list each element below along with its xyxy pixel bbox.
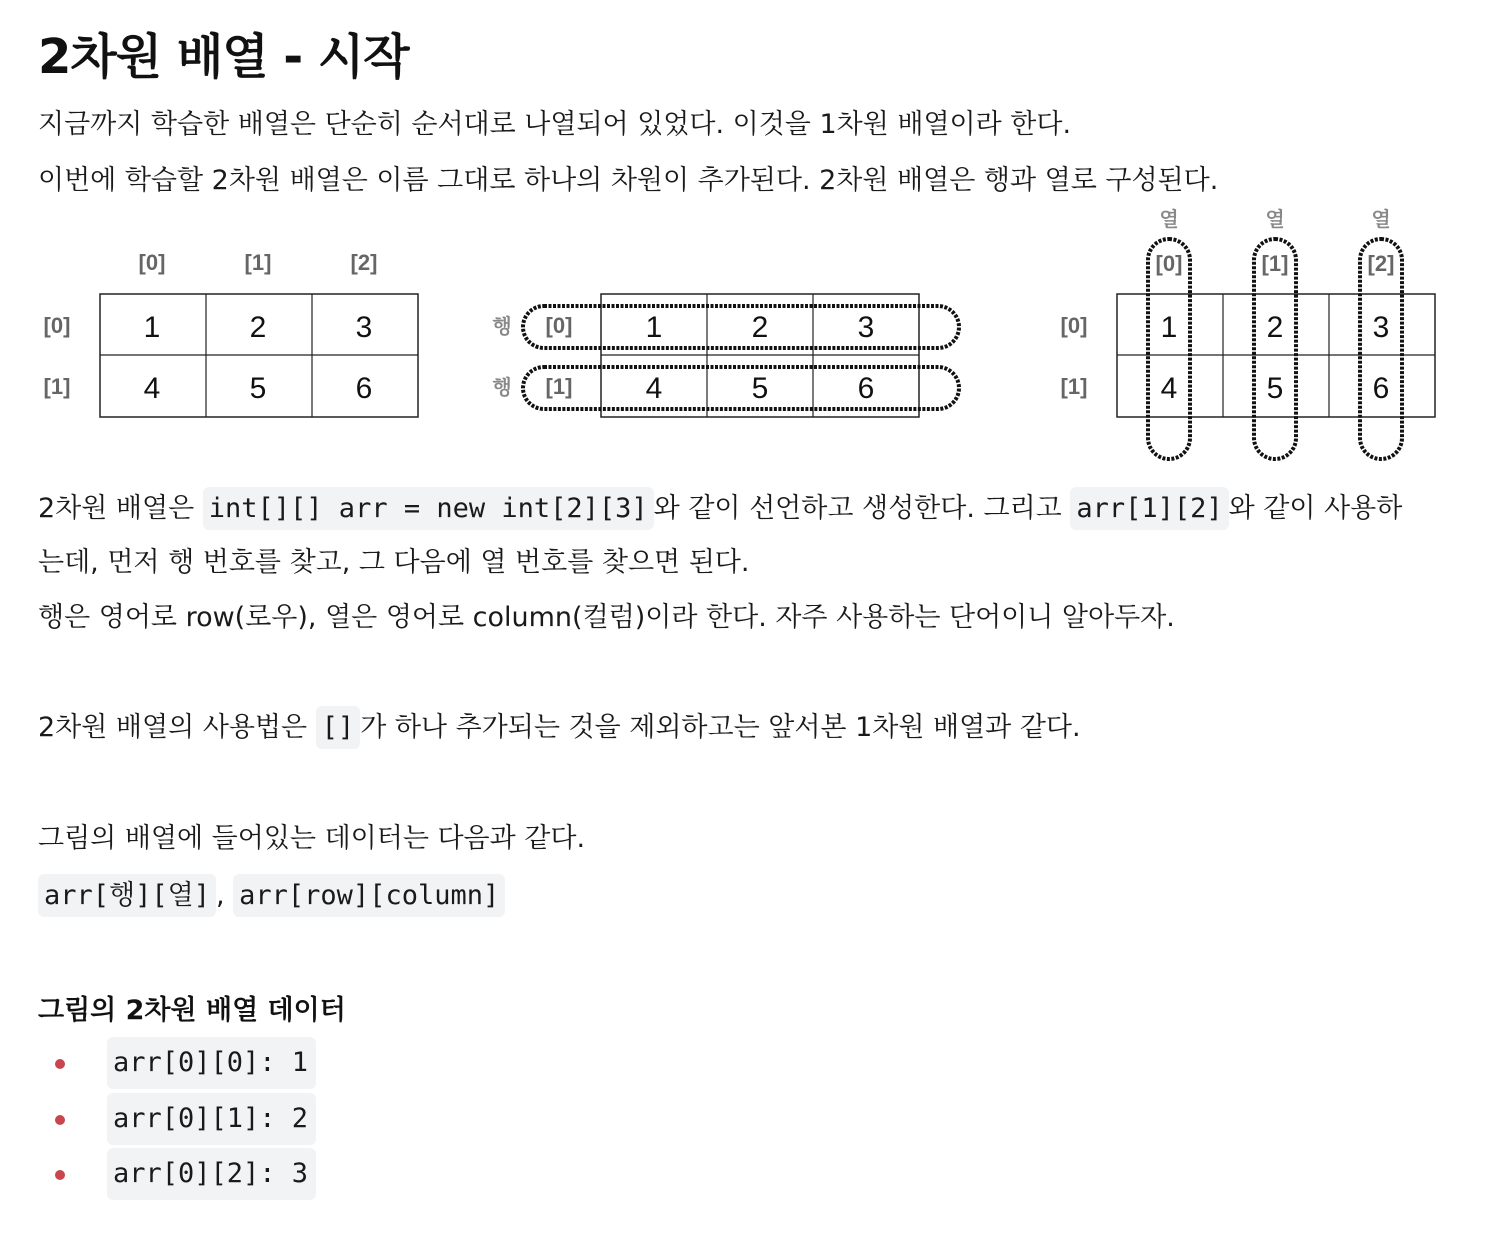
declaration-code: int[][] arr = new int[2][3] [203, 487, 654, 530]
cell-1-2: 6 [355, 372, 373, 405]
figure-plain-table [44, 250, 418, 417]
cell-1-0: 4 [143, 372, 161, 405]
row-0-highlight [523, 306, 959, 348]
cell-0-2: 3 [355, 311, 373, 344]
intro-line-1: 지금까지 학습한 배열은 단순히 순서대로 나열되어 있었다. 이것을 1차원 배열이라 한다. [38, 109, 1072, 140]
col-word-1: 열 [1265, 209, 1285, 231]
col-index-2: [2] [350, 250, 378, 275]
col-word-2: 열 [1371, 209, 1391, 231]
declaration-text-2: 와 같이 선언하고 생성한다. 그리고 [653, 493, 1071, 524]
declaration-text-1: 2차원 배열은 [38, 493, 203, 524]
cell-0-1: 2 [249, 311, 267, 344]
col-index-1: [1] [244, 250, 272, 275]
row-index-0: [0] [545, 313, 573, 338]
cell-1-1: 5 [1266, 372, 1284, 405]
row-index-0: [0] [43, 313, 71, 338]
figure-column-table [1061, 207, 1435, 459]
row-index-1: [1] [545, 374, 573, 399]
col-word-0: 열 [1159, 209, 1179, 231]
cell-1-0: 4 [645, 372, 663, 405]
usage-paragraph [38, 709, 1081, 747]
two-dimensional-array-figure [0, 195, 1488, 470]
cell-0-2: 3 [1372, 311, 1390, 344]
cell-0-0: 1 [1160, 311, 1178, 344]
cell-0-0: 1 [645, 311, 663, 344]
row-word-1: 행 [492, 377, 512, 399]
row-col-korean-code: arr[행][열] [38, 874, 216, 917]
figure-row-table [492, 294, 959, 417]
col-index-0: [0] [1155, 251, 1183, 276]
cell-0-0: 1 [143, 311, 161, 344]
cell-1-1: 5 [249, 372, 267, 405]
cell-0-2: 3 [857, 311, 875, 344]
bullet-icon [55, 1059, 65, 1069]
brackets-code: [] [316, 706, 361, 749]
cell-1-2: 6 [1372, 372, 1390, 405]
row-index-1: [1] [1060, 374, 1088, 399]
data-paragraph-line-1: 그림의 배열에 들어있는 데이터는 다음과 같다. [38, 823, 586, 854]
usage-text-1: 2차원 배열의 사용법은 [38, 712, 316, 743]
intro-line-2: 이번에 학습할 2차원 배열은 이름 그대로 하나의 차원이 추가된다. 2차원 배열은 행과 열로 구성된다. [38, 165, 1219, 196]
row-1-highlight [523, 367, 959, 409]
data-paragraph-line-2 [38, 877, 505, 915]
row-column-code: arr[row][column] [233, 874, 505, 917]
cell-0-1: 2 [751, 311, 769, 344]
section-heading: 그림의 2차원 배열 데이터 [38, 995, 346, 1026]
cell-1-2: 6 [857, 372, 875, 405]
cell-0-1: 2 [1266, 311, 1284, 344]
col-index-2: [2] [1367, 251, 1395, 276]
cell-1-0: 4 [1160, 372, 1178, 405]
data-separator: , [215, 880, 225, 911]
row-word-0: 행 [492, 316, 512, 338]
page-title: 2차원 배열 - 시작 [38, 29, 409, 85]
usage-text-2: 가 하나 추가되는 것을 제외하고는 앞서본 1차원 배열과 같다. [360, 712, 1081, 743]
declaration-paragraph-line-1 [38, 490, 1402, 528]
col-index-0: [0] [138, 250, 166, 275]
access-code: arr[1][2] [1070, 487, 1228, 530]
bullet-icon [55, 1115, 65, 1125]
item-code: arr[0][0]: 1 [107, 1037, 316, 1089]
cell-1-1: 5 [751, 372, 769, 405]
declaration-paragraph-line-3: 행은 영어로 row(로우), 열은 영어로 column(컬럼)이라 한다. 자주 사용하는 단어이니 알아두자. [38, 602, 1175, 633]
bullet-icon [55, 1170, 65, 1180]
declaration-text-3: 와 같이 사용하 [1228, 493, 1403, 524]
declaration-paragraph-line-2: 는데, 먼저 행 번호를 찾고, 그 다음에 열 번호를 찾으면 된다. [38, 547, 750, 578]
item-code: arr[0][1]: 2 [107, 1093, 316, 1145]
item-code: arr[0][2]: 3 [107, 1148, 316, 1200]
row-index-1: [1] [43, 374, 71, 399]
row-index-0: [0] [1060, 313, 1088, 338]
col-index-1: [1] [1261, 251, 1289, 276]
